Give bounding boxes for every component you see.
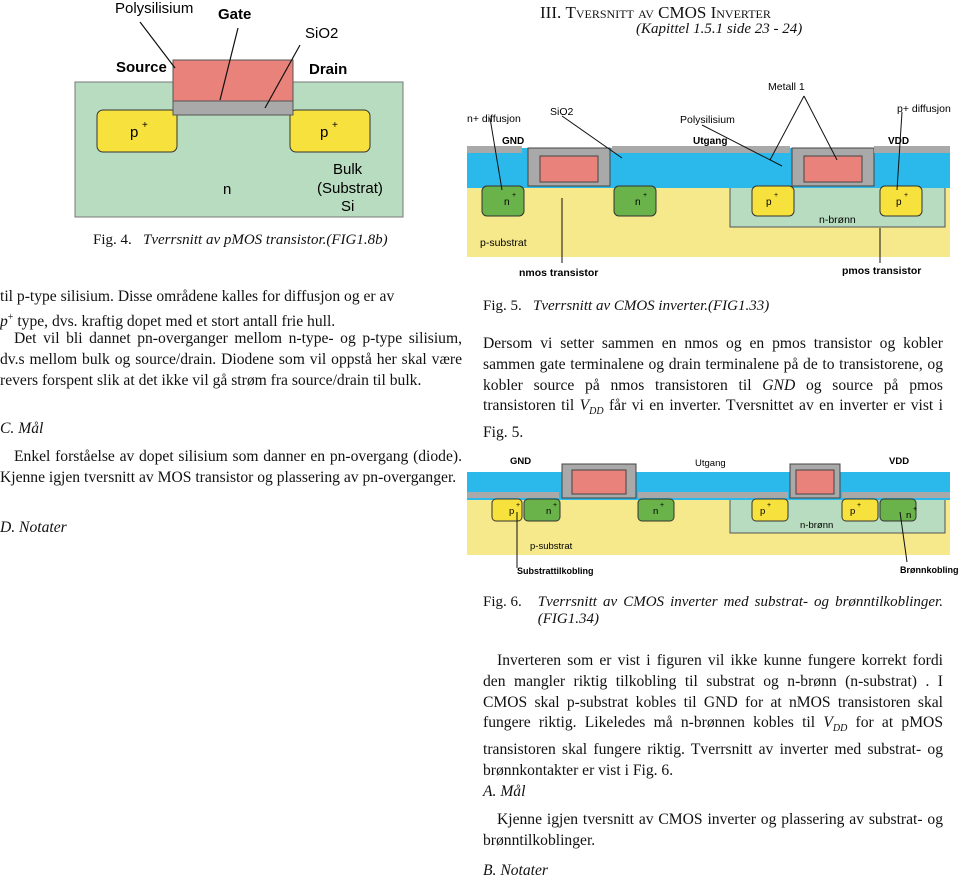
fig6-label-nbronn: n-brønn	[800, 520, 834, 531]
fig6-gate-poly-1	[572, 470, 626, 494]
fig6-diagram	[462, 450, 960, 580]
fig6-caption-number: Fig. 6.	[483, 594, 522, 610]
fig6-caption-text: Tverrsnitt av CMOS inverter med substrat- og brønntilkoblinger.(FIG1.34)	[537, 594, 943, 627]
fig4-caption	[93, 232, 388, 249]
fig6-gate-poly-2	[796, 470, 834, 494]
fig6-label-vdd: VDD	[889, 456, 910, 467]
fig4-diagram	[0, 0, 450, 230]
fig5-nplus-1	[482, 186, 524, 216]
fig5-label-p1: p	[766, 197, 772, 208]
fig4-caption-text: Tverrsnitt av pMOS transistor.(FIG1.8b)	[143, 232, 388, 248]
left-heading-c: C. Mål	[0, 420, 44, 437]
fig6-label-n-1: n	[546, 506, 552, 517]
right-heading-a: A. Mål	[483, 783, 526, 800]
right-paragraph-3: Kjenne igjen tversnitt av CMOS inverter og plassering av substrat- og brønntilkoblinger.	[483, 811, 943, 849]
fig6-label-psub: p-substrat	[530, 541, 573, 552]
fig6-label-gnd: GND	[510, 456, 532, 467]
fig5-gate-poly-2	[804, 156, 862, 182]
fig5-label-n2: n	[635, 197, 641, 208]
right-p1-c: får vi en inverter. Tversnittet av en inverter er vist i Fig. 5.	[483, 397, 943, 442]
fig4-label-bulk: Bulk	[333, 161, 363, 178]
fig5-label-plus1: +	[512, 192, 517, 199]
fig6-label-plus-a: +	[516, 502, 521, 509]
left-paragraph-3: Enkel forståelse av dopet silisium som danner en pn-overgang (diode). Kjenne igjen tversnitt av MOS transistor og plassering av pn-overganger.	[0, 448, 462, 486]
fig5-label-metall: Metall 1	[768, 81, 805, 93]
left-p1-line2-text: type, dvs. kraftig dopet med et stort antall frie hull.	[13, 312, 336, 330]
right-heading-b: B. Notater	[483, 862, 548, 879]
fig5-label-n1: n	[504, 197, 510, 208]
fig5-label-nplus-diff: n+ diffusjon	[467, 113, 521, 125]
fig6-metal-vdd	[842, 492, 950, 498]
fig5-caption	[483, 298, 769, 315]
fig5-label-plus2: +	[643, 192, 648, 199]
pplus-symbol: p	[0, 312, 8, 330]
fig4-label-sio2: SiO2	[305, 25, 339, 42]
right-paragraph-2	[483, 651, 943, 782]
fig5-label-p2: p	[896, 197, 902, 208]
fig4-label-si: Si	[341, 198, 355, 215]
fig4-label-gate: Gate	[218, 6, 252, 23]
fig6-label-n-well: n	[906, 510, 912, 521]
fig6-label-p-1: p	[760, 506, 766, 517]
right-p1-a: Dersom vi setter sammen en nmos og en pmos transistor og kobler sammen gate terminalene og drain terminalene på de to transistorene, og kobler source på nmos transistoren til	[483, 335, 943, 394]
right-p1-b: og source på pmos transistoren til	[483, 376, 944, 415]
fig6-label-plus-e: +	[857, 502, 862, 509]
fig4-label-p-left: p	[130, 124, 139, 141]
fig5-label-vdd: VDD	[888, 136, 910, 147]
fig5-label-plus3: +	[774, 192, 779, 199]
vdd-sub: DD	[589, 406, 604, 418]
fig5-caption-text: Tverrsnitt av CMOS inverter.(FIG1.33)	[533, 298, 770, 314]
section-title-text: Tversnitt av CMOS Inverter	[565, 3, 771, 22]
fig6-label-plus-d: +	[767, 502, 772, 509]
vdd-symbol: V	[579, 397, 590, 415]
fig5-gate-poly-1	[540, 156, 598, 182]
right-paragraph-1	[483, 334, 943, 444]
fig5-metal-vdd	[874, 146, 950, 153]
pplus-sup: +	[7, 311, 14, 323]
fig5-label-nbronn: n-brønn	[819, 214, 856, 226]
fig4-label-plus-right: +	[332, 120, 338, 131]
fig4-gate-poly	[173, 60, 293, 101]
fig6-label-substrattilkobling: Substrattilkobling	[517, 566, 594, 576]
fig6-label-n-2: n	[653, 506, 659, 517]
fig5-label-utgang: Utgang	[693, 136, 728, 147]
vdd-sub-2: DD	[832, 723, 848, 735]
fig4-label-drain: Drain	[309, 61, 348, 78]
fig5-pplus-1	[752, 186, 794, 216]
fig4-label-source: Source	[116, 59, 167, 76]
fig5-caption-number: Fig. 5.	[483, 298, 522, 314]
left-paragraph-2: Det vil bli dannet pn-overganger mellom n-type- og p-type silisium, dv.s mellom bulk og source/drain. Diodene som vil oppstå her skal være revers forspent slik at det ikke vil gå strøm fra source/drain til bulk.	[0, 330, 462, 389]
left-paragraph-1	[0, 287, 462, 333]
fig6-label-bronnkobling: Brønnkobling	[900, 565, 959, 575]
fig5-label-pplus-diff: p+ diffusjon	[897, 103, 951, 115]
fig6-label-p-sub: p	[509, 506, 515, 517]
fig5-diagram	[462, 78, 960, 283]
vdd-symbol-2: V	[823, 714, 833, 732]
left-heading-d: D. Notater	[0, 519, 67, 536]
fig6-metal-out	[638, 492, 788, 498]
fig6-label-plus-c: +	[660, 502, 665, 509]
fig6-label-plus-b: +	[553, 502, 558, 509]
fig5-label-nmos: nmos transistor	[519, 267, 599, 279]
fig5-label-psub: p-substrat	[480, 237, 527, 249]
section-subtitle: (Kapittel 1.5.1 side 23 - 24)	[636, 21, 803, 37]
fig5-label-poly: Polysilisium	[680, 114, 735, 126]
fig4-label-polysilisium: Polysilisium	[115, 0, 194, 17]
fig6-label-plus-f: +	[913, 506, 918, 513]
fig5-label-gnd: GND	[502, 136, 525, 147]
gnd-symbol: GND	[762, 376, 796, 394]
fig5-label-pmos: pmos transistor	[842, 265, 922, 277]
left-p1-line1: til p-type silisium. Disse områdene kalles for diffusjon og er av	[0, 288, 395, 305]
fig5-label-sio2: SiO2	[550, 106, 574, 118]
fig4-pplus-right	[290, 110, 370, 152]
section-title	[540, 3, 771, 23]
fig4-label-substrat: (Substrat)	[317, 180, 383, 197]
fig6-caption	[483, 594, 943, 628]
fig6-label-p-2: p	[850, 506, 856, 517]
fig4-label-p-right: p	[320, 124, 329, 141]
fig4-label-n: n	[223, 181, 232, 198]
fig5-metal-out	[612, 146, 790, 153]
right-p2-a: Inverteren som er vist i figuren vil ikke kunne fungere korrekt fordi den mangler riktig tilkobling til substrat og n-brønn (n-substrat) . I CMOS skal p-substrat kobles til GND for at nMOS transistoren skal fungere riktig. Likeledes må n-brønnen kobles til	[483, 652, 943, 732]
fig4-caption-number: Fig. 4.	[93, 232, 132, 248]
fig5-label-plus4: +	[904, 192, 909, 199]
right-p2-b: for at pMOS transistoren skal fungere riktig. Tverrsnitt av inverter med substrat- og brønnkontakter er vist i Fig. 6.	[483, 714, 943, 780]
section-number: III.	[540, 3, 562, 22]
fig4-oxide	[173, 101, 293, 115]
fig4-label-plus-left: +	[142, 120, 148, 131]
fig6-metal-gnd	[467, 492, 559, 498]
fig6-label-utgang: Utgang	[695, 458, 726, 469]
